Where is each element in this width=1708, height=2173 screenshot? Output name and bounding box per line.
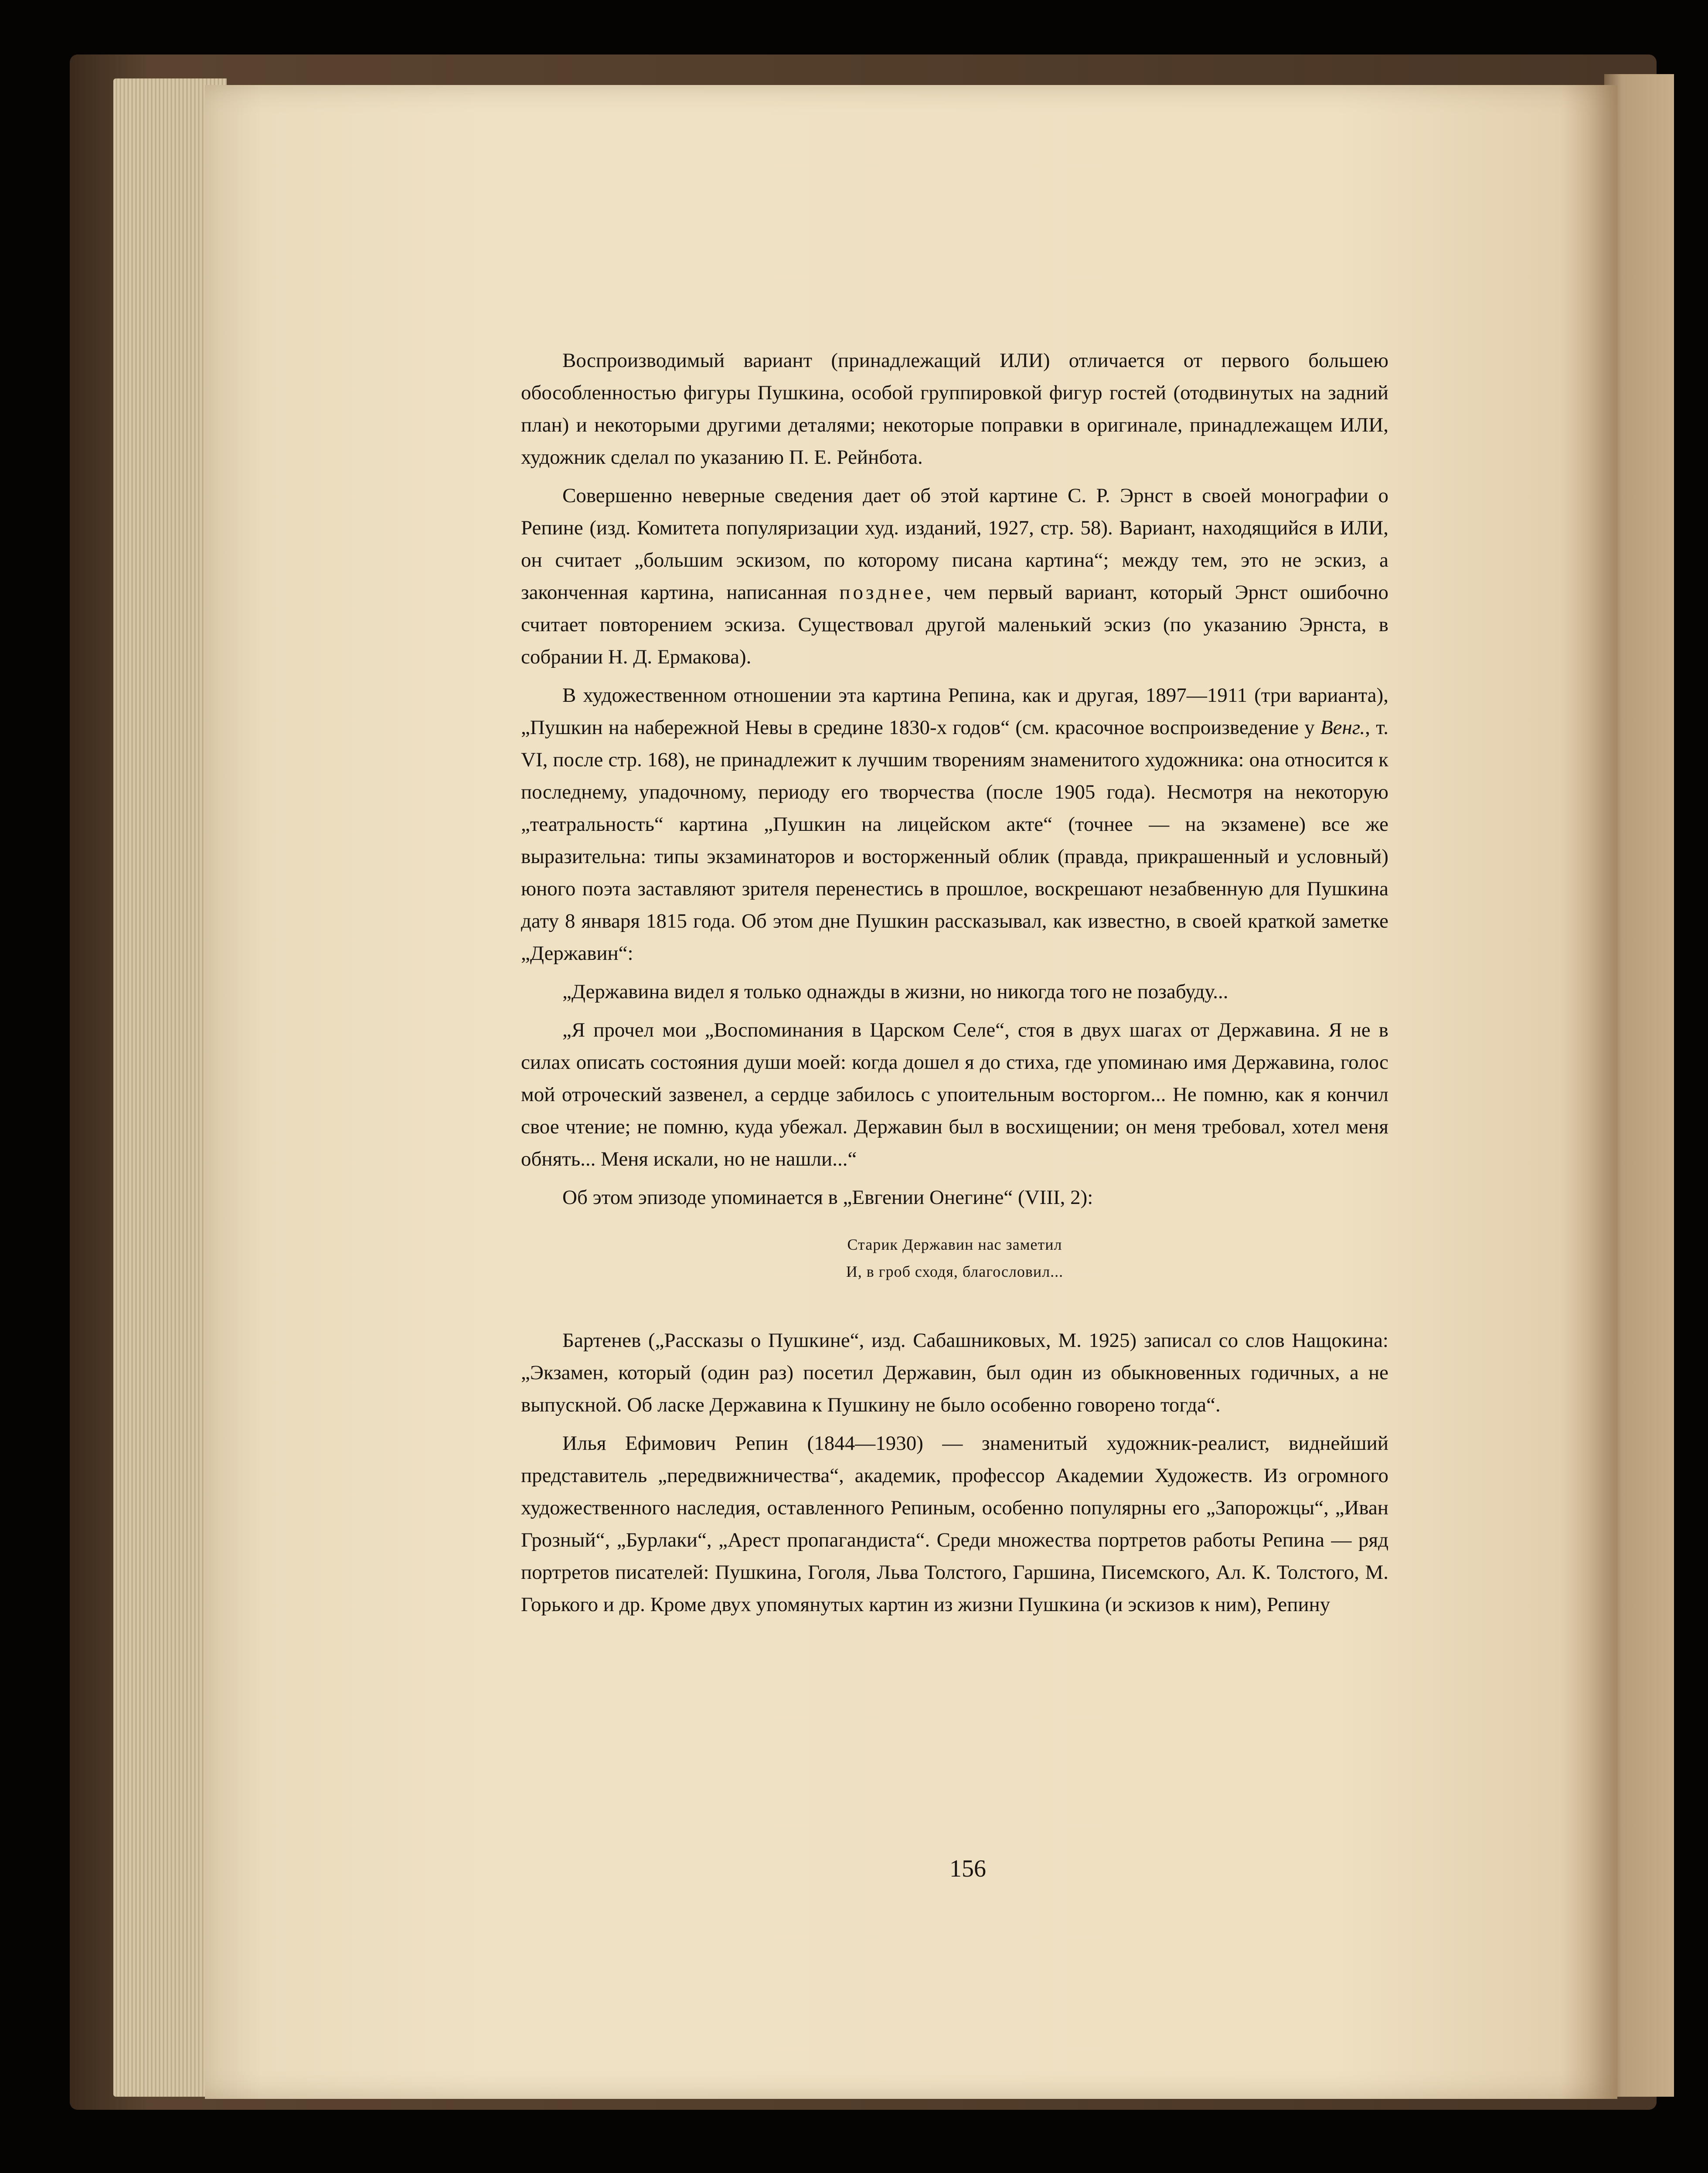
emphasized-word: позднее bbox=[839, 581, 926, 604]
paragraph: Бартенев („Рассказы о Пушкине“, изд. Сабашниковых, М. 1925) записал со слов Нащокина: „Экзамен, который (один раз) посетил Державин, был один из обыкновенных годичных, а не выпускной. Об ласке Державина к Пушкину не было особенно говорено тогда“. bbox=[521, 1329, 1388, 1416]
text-run: , чем первый вариант, который Эрнст ошибочно считает повторением эскиза. Существовал другой маленький эскиз (по указанию Эрнста, в собрании Н. Д. Ермакова). bbox=[521, 581, 1388, 668]
text-run: , т. VI, после стр. 168), не принадлежит к лучшим творениям знаменитого художника: она относится к последнему, упадочному, периоду его творчества (после 1905 года). Несмотря на некоторую „театральность“ картина „Пушкин на лицейском акте“ (точнее — на экзамене) все же выразительна: типы экзаминаторов и восторженный облик (правда, прикрашенный и условный) юного поэта заставляют зрителя перенестись в прошлое, воскрешают незабвенную для Пушкина дату 8 января 1815 года. Об этом дне Пушкин рассказывал, как известно, в своей краткой заметке „Державин“: bbox=[521, 716, 1388, 965]
page-number: 156 bbox=[949, 1855, 986, 1882]
verse-line: И, в гроб сходя, благословил... bbox=[846, 1263, 1064, 1280]
paragraph: Об этом эпизоде упоминается в „Евгении Онегине“ (VIII, 2): bbox=[562, 1186, 1093, 1209]
verse-line: Старик Державин нас заметил bbox=[847, 1236, 1062, 1253]
paragraph bbox=[521, 679, 1388, 969]
page-text bbox=[521, 344, 1388, 1627]
paragraph: Воспроизводимый вариант (принадлежащий ИЛИ) отличается от первого большею обособленностью фигуры Пушкина, особой группировкой фигур гостей (отодвинутых на задний план) и некоторыми другими деталями; некоторые поправки в оригинале, принадлежащем ИЛИ, художник сделал по указанию П. Е. Рейнбота. bbox=[521, 349, 1388, 469]
verse-quote bbox=[521, 1231, 1388, 1285]
quote-paragraph: „Я прочел мои „Воспоминания в Царском Селе“, стоя в двух шагах от Державина. Я не в силах описать состояния души моей: когда дошел я до стиха, где упоминаю имя Державина, голос мой отроческий зазвенел, а сердце забилось с упоительным восторгом... Не помню, как я кончил свое чтение; не помню, куда убежал. Державин был в восхищении; он меня требовал, хотел меня обнять... Меня искали, но не нашли...“ bbox=[521, 1019, 1388, 1170]
paragraph bbox=[521, 479, 1388, 673]
text-run: В художественном отношении эта картина Репина, как и другая, 1897—1911 (три варианта), „Пушкин на набережной Невы в средине 1830-х годов“ (см. красочное воспроизведение у bbox=[521, 684, 1388, 739]
text-run: Совершенно неверные сведения дает об этой картине С. Р. Эрнст в своей монографии о Репине (изд. Комитета популяризации худ. изданий, 1927, стр. 58). Вариант, находящийся в ИЛИ, он считает „большим эскизом, по которому писана картина“; между тем, это не эскиз, а законченная картина, написанная bbox=[521, 484, 1388, 604]
paragraph: Илья Ефимович Репин (1844—1930) — знаменитый художник-реалист, виднейший представитель „передвижничества“, академик, профессор Академии Художеств. Из огромного художественного наследия, оставленного Репиным, особенно популярны его „Запорожцы“, „Иван Грозный“, „Бурлаки“, „Арест пропагандиста“. Среди множества портретов работы Репина — ряд портретов писателей: Пушкина, Гоголя, Льва Толстого, Гаршина, Писемского, Ал. К. Толстого, М. Горького и др. Кроме двух упомянутых картин из жизни Пушкина (и эскизов к ним), Репину bbox=[521, 1432, 1388, 1616]
quote-paragraph: „Державина видел я только однажды в жизни, но никогда того не позабуду... bbox=[562, 980, 1228, 1003]
italic-abbrev: Венг. bbox=[1320, 716, 1365, 739]
